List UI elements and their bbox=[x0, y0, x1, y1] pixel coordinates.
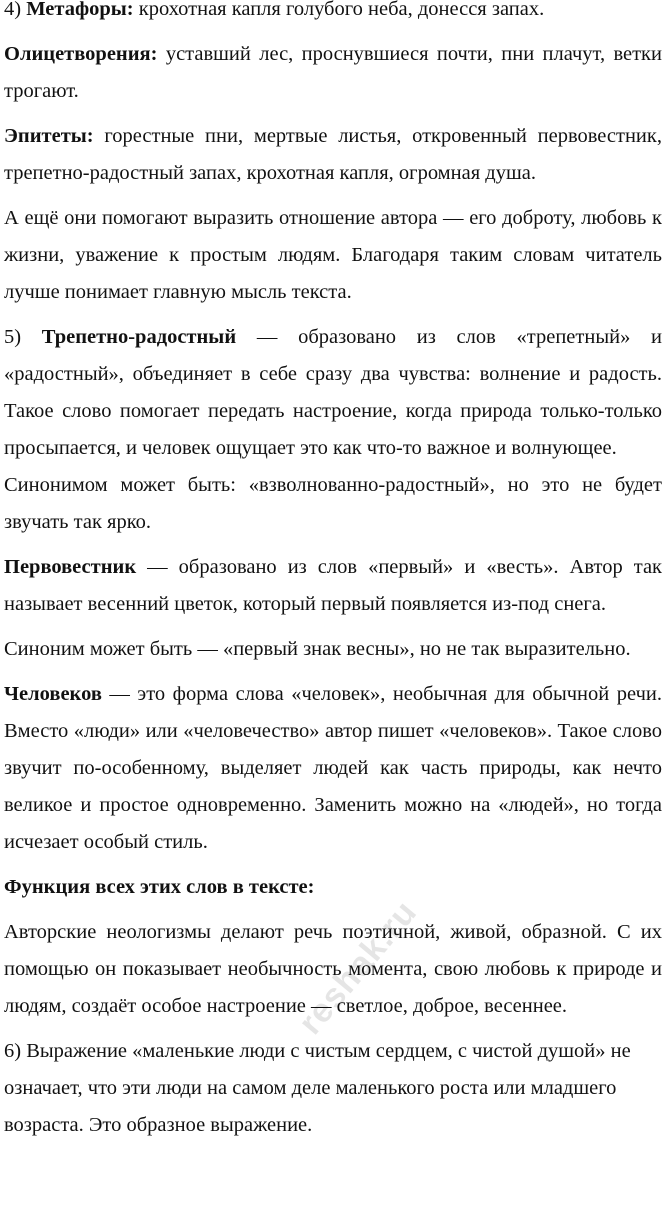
paragraph-text: 6) Выражение «маленькие люди с чистым сердцем, с чистой душой» не означает, что эти люди на самом деле маленького роста или младшего возраста. Это образное выражение. bbox=[4, 1040, 631, 1136]
paragraph-trepetno-radostny bbox=[4, 319, 662, 467]
paragraph-text: А ещё они помогают выразить отношение автора — его доброту, любовь к жизни, уважение к простым людям. Благодаря таким словам читатель лучше понимает главную мысль текста. bbox=[4, 207, 662, 303]
paragraph-text: горестные пни, мертвые листья, откровенный первовестник, трепетно-радостный запах, крохотная капля, огромная душа. bbox=[4, 125, 662, 184]
term-heading: Эпитеты: bbox=[4, 125, 94, 147]
paragraph-personifications bbox=[4, 36, 662, 110]
paragraph-expression bbox=[4, 1033, 662, 1144]
document-body bbox=[4, 0, 662, 1152]
paragraph-text: — это форма слова «человек», необычная для обычной речи. Вместо «люди» или «человечество» автор пишет «человеков». Такое слово звучит по-особенному, выделяет людей как часть природы, как нечто великое и простое одновременно. Заменить можно на «людей», но тогда исчезает особый стиль. bbox=[4, 683, 662, 853]
paragraph-author-attitude bbox=[4, 200, 662, 311]
term-heading: Олицетворения: bbox=[4, 43, 158, 65]
paragraph-pervovestnik bbox=[4, 549, 662, 623]
section-heading-function bbox=[4, 869, 662, 906]
term-heading: Метафоры: bbox=[26, 0, 134, 20]
item-number: 5) bbox=[4, 326, 42, 348]
term-heading: Функция всех этих слов в тексте: bbox=[4, 876, 315, 898]
paragraph-epithets bbox=[4, 118, 662, 192]
term-heading: Трепетно-радостный bbox=[41, 326, 237, 348]
paragraph-text: — образовано из слов «трепетный» и «радостный», объединяет в себе сразу два чувства: волнение и радость. Такое слово помогает передать настроение, когда природа только-только просыпается, и человек ощущает это как что-то важное и волнующее. bbox=[4, 326, 662, 459]
paragraph-text: Синоним может быть — «первый знак весны», но не так выразительно. bbox=[4, 638, 631, 660]
paragraph-chelovekov bbox=[4, 676, 662, 861]
paragraph-neologisms bbox=[4, 914, 662, 1025]
paragraph-text: уставший лес, проснувшиеся почти, пни плачут, ветки трогают. bbox=[4, 43, 662, 102]
paragraph-synonym-1 bbox=[4, 467, 662, 541]
paragraph-text: крохотная капля голубого неба, донесся запах. bbox=[133, 0, 545, 20]
paragraph-text: Авторские неологизмы делают речь поэтичной, живой, образной. С их помощью он показывает необычность момента, свою любовь к природе и людям, создаёт особое настроение — светлое, доброе, весеннее. bbox=[4, 921, 662, 1017]
term-heading: Первовестник bbox=[4, 556, 137, 578]
paragraph-metaphors bbox=[4, 0, 662, 28]
paragraph-text: — образовано из слов «первый» и «весть». Автор так называет весенний цветок, который первый появляется из-под снега. bbox=[4, 556, 662, 615]
watermark: reshak.ru bbox=[291, 893, 425, 1042]
term-heading: Человеков bbox=[4, 683, 102, 705]
paragraph-synonym-2 bbox=[4, 631, 662, 668]
item-number: 4) bbox=[4, 0, 27, 20]
paragraph-text: Синонимом может быть: «взволнованно-радостный», но это не будет звучать так ярко. bbox=[4, 474, 662, 533]
